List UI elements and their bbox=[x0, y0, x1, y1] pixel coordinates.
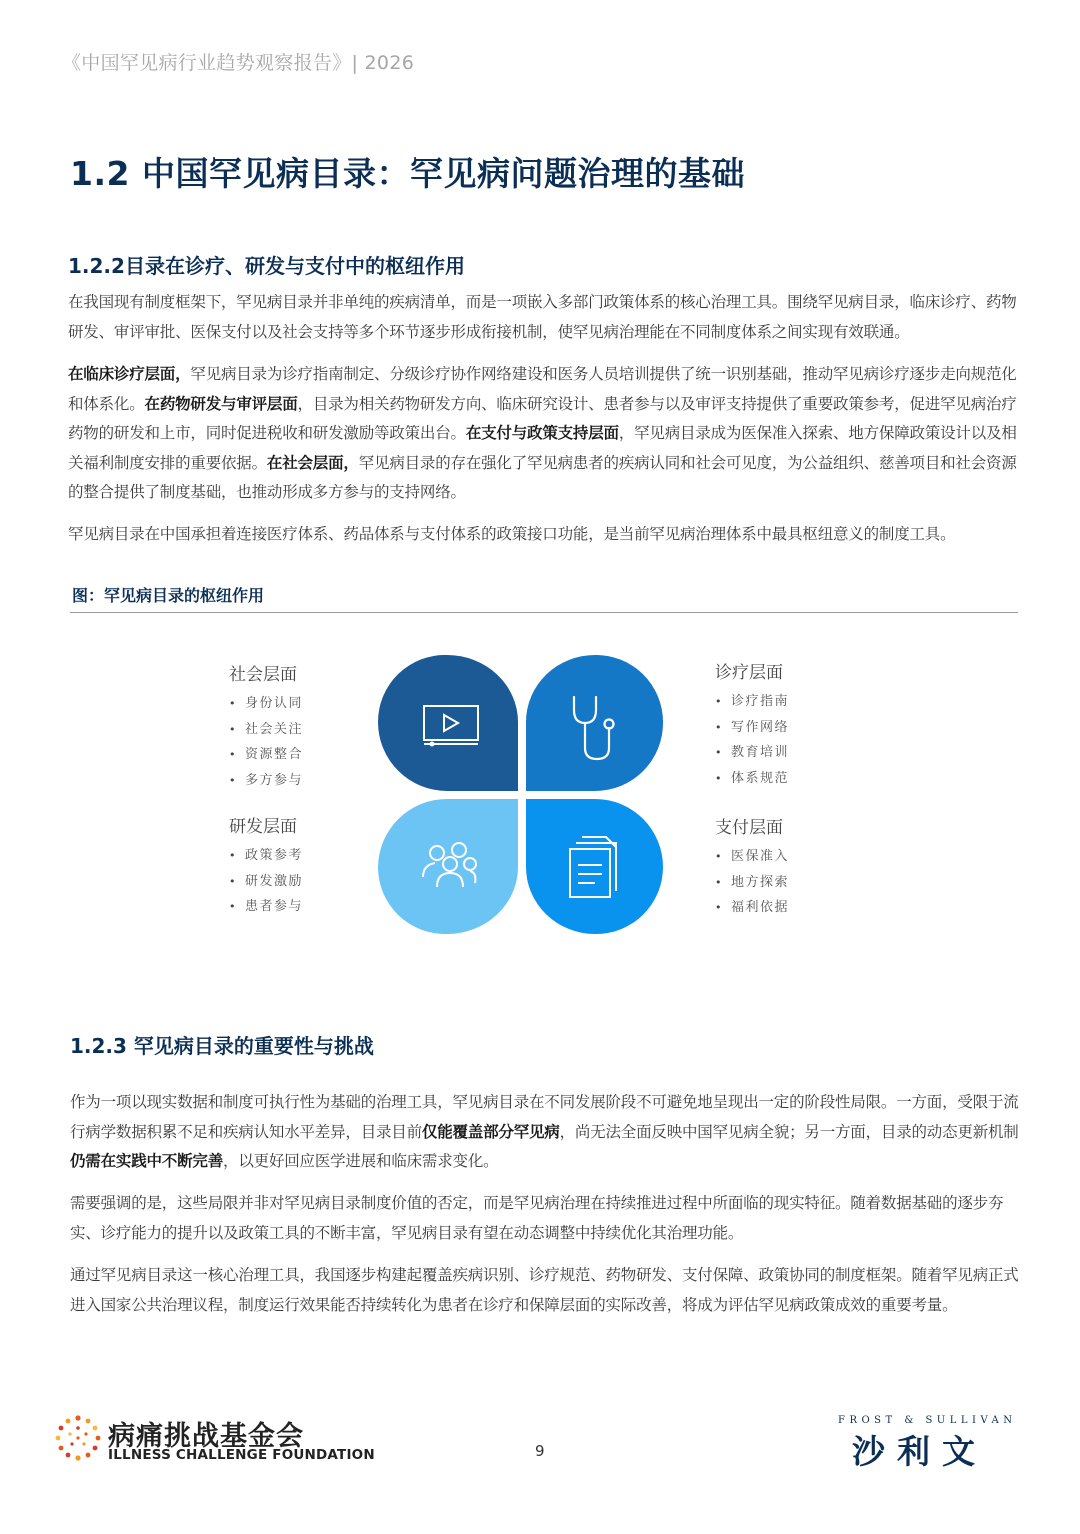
petal-payment bbox=[526, 799, 663, 934]
hub-petal-diagram bbox=[377, 655, 667, 935]
group-clinical bbox=[715, 658, 789, 791]
group-payment-list bbox=[715, 844, 789, 921]
group-social-list bbox=[229, 691, 303, 793]
list-item: • 多方参与 bbox=[229, 768, 303, 794]
paragraph-levels bbox=[68, 360, 1028, 508]
petal-clinical bbox=[526, 655, 663, 791]
group-social-title: 社会层面 bbox=[229, 665, 297, 685]
text-payment: ，罕见病目录成为医保准入探索、地方保障政策设计以及相关福利制度安排的重要依据。 bbox=[68, 424, 1017, 472]
illness-challenge-logo-icon bbox=[54, 1414, 102, 1462]
text-social: 罕见病目录的存在强化了罕见病患者的疾病认同和社会可见度，为公益组织、慈善项目和社会资源的整合提供了制度基础，也推动形成多方参与的支持网络。 bbox=[68, 453, 1017, 501]
group-research bbox=[229, 812, 303, 920]
foundation-logo-cn: 病痛挑战基金会 bbox=[108, 1421, 304, 1452]
group-social bbox=[229, 660, 303, 793]
page-number: 9 bbox=[535, 1442, 545, 1460]
frost-sullivan-logo-cn: 沙利文 bbox=[852, 1432, 987, 1471]
list-item: • 社会关注 bbox=[229, 717, 303, 743]
list-item: • 写作网络 bbox=[715, 715, 789, 741]
paragraph-limitations bbox=[70, 1088, 1030, 1177]
group-clinical-list bbox=[715, 689, 789, 791]
list-item: • 身份认同 bbox=[229, 691, 303, 717]
subsection-title-1-2-2: 1.2.2目录在诊疗、研发与支付中的枢纽作用 bbox=[68, 254, 465, 278]
group-payment bbox=[715, 813, 789, 921]
report-header-title: 《中国罕见病行业趋势观察报告》| 2026 bbox=[62, 52, 415, 74]
petal-social bbox=[378, 655, 518, 791]
paragraph-emphasis: 需要强调的是，这些局限并非对罕见病目录制度价值的否定，而是罕见病治理在持续推进过程中所面临的现实特征。随着数据基础的逐步夯实、诊疗能力的提升以及政策工具的不断丰富，罕见病目录有望在动态调整中持续优化其治理功能。 bbox=[70, 1194, 1004, 1242]
text-limitations-3: ，以更好回应医学进展和临床需求变化。 bbox=[223, 1152, 499, 1170]
text-limitations-2: ，尚无法全面反映中国罕见病全貌；另一方面，目录的动态更新机制 bbox=[559, 1122, 1019, 1141]
list-item: • 研发激励 bbox=[229, 869, 303, 895]
text-clinical: 罕见病目录为诊疗指南制定、分级诊疗协作网络建设和医务人员培训提供了统一识别基础，推动罕见病诊疗逐步走向规范化和体系化。 bbox=[68, 365, 1017, 413]
group-clinical-title: 诊疗层面 bbox=[715, 663, 783, 683]
bold-social: 在社会层面， bbox=[266, 453, 359, 472]
section-title: 1.2 中国罕见病目录：罕见病问题治理的基础 bbox=[70, 154, 745, 193]
list-item: • 医保准入 bbox=[715, 844, 789, 870]
subsection-title-1-2-3: 1.2.3 罕见病目录的重要性与挑战 bbox=[70, 1034, 374, 1058]
paragraph-intro: 在我国现有制度框架下，罕见病目录并非单纯的疾病清单，而是一项嵌入多部门政策体系的核心治理工具。围绕罕见病目录，临床诊疗、药物研发、审评审批、医保支付以及社会支持等多个环节逐步形成衔接机制，使罕见病治理能在不同制度体系之间实现有效联通。 bbox=[68, 293, 1017, 341]
list-item: • 福利依据 bbox=[715, 895, 789, 921]
bold-coverage: 仅能覆盖部分罕见病 bbox=[421, 1122, 560, 1141]
figure-caption: 图：罕见病目录的枢纽作用 bbox=[72, 586, 265, 605]
list-item: • 教育培训 bbox=[715, 740, 789, 766]
bold-clinical: 在临床诊疗层面， bbox=[68, 365, 191, 383]
bold-payment: 在支付与政策支持层面 bbox=[465, 424, 619, 442]
foundation-logo-en: ILLNESS CHALLENGE FOUNDATION bbox=[108, 1447, 375, 1463]
group-payment-title: 支付层面 bbox=[715, 818, 783, 838]
paragraph-summary: 罕见病目录在中国承担着连接医疗体系、药品体系与支付体系的政策接口功能，是当前罕见病治理体系中最具枢纽意义的制度工具。 bbox=[68, 525, 956, 543]
petal-research bbox=[378, 799, 518, 934]
list-item: • 政策参考 bbox=[229, 843, 303, 869]
group-research-title: 研发层面 bbox=[229, 817, 297, 837]
list-item: • 地方探索 bbox=[715, 870, 789, 896]
figure-divider bbox=[70, 612, 1018, 613]
list-item: • 体系规范 bbox=[715, 766, 789, 792]
frost-sullivan-logo-en: FROST & SULLIVAN bbox=[838, 1415, 1017, 1426]
text-research: ，目录为相关药物研发方向、临床研究设计、患者参与以及审评支持提供了重要政策参考，促进罕见病治疗药物的研发和上市，同时促进税收和研发激励等政策出台。 bbox=[68, 394, 1017, 442]
group-research-list bbox=[229, 843, 303, 920]
text-limitations-1: 作为一项以现实数据和制度可执行性为基础的治理工具，罕见病目录在不同发展阶段不可避免地呈现出一定的阶段性局限。一方面，受限于流行病学数据积累不足和疾病认知水平差异，目录目前 bbox=[70, 1093, 1019, 1141]
list-item: • 诊疗指南 bbox=[715, 689, 789, 715]
bold-research: 在药物研发与审评层面 bbox=[144, 394, 298, 413]
paragraph-conclusion: 通过罕见病目录这一核心治理工具，我国逐步构建起覆盖疾病识别、诊疗规范、药物研发、支付保障、政策协同的制度框架。随着罕见病正式进入国家公共治理议程，制度运行效果能否持续转化为患者在诊疗和保障层面的实际改善，将成为评估罕见病政策成效的重要考量。 bbox=[70, 1266, 1019, 1314]
list-item: • 患者参与 bbox=[229, 894, 303, 920]
bold-improvement: 仍需在实践中不断完善 bbox=[70, 1152, 224, 1170]
list-item: • 资源整合 bbox=[229, 742, 303, 768]
